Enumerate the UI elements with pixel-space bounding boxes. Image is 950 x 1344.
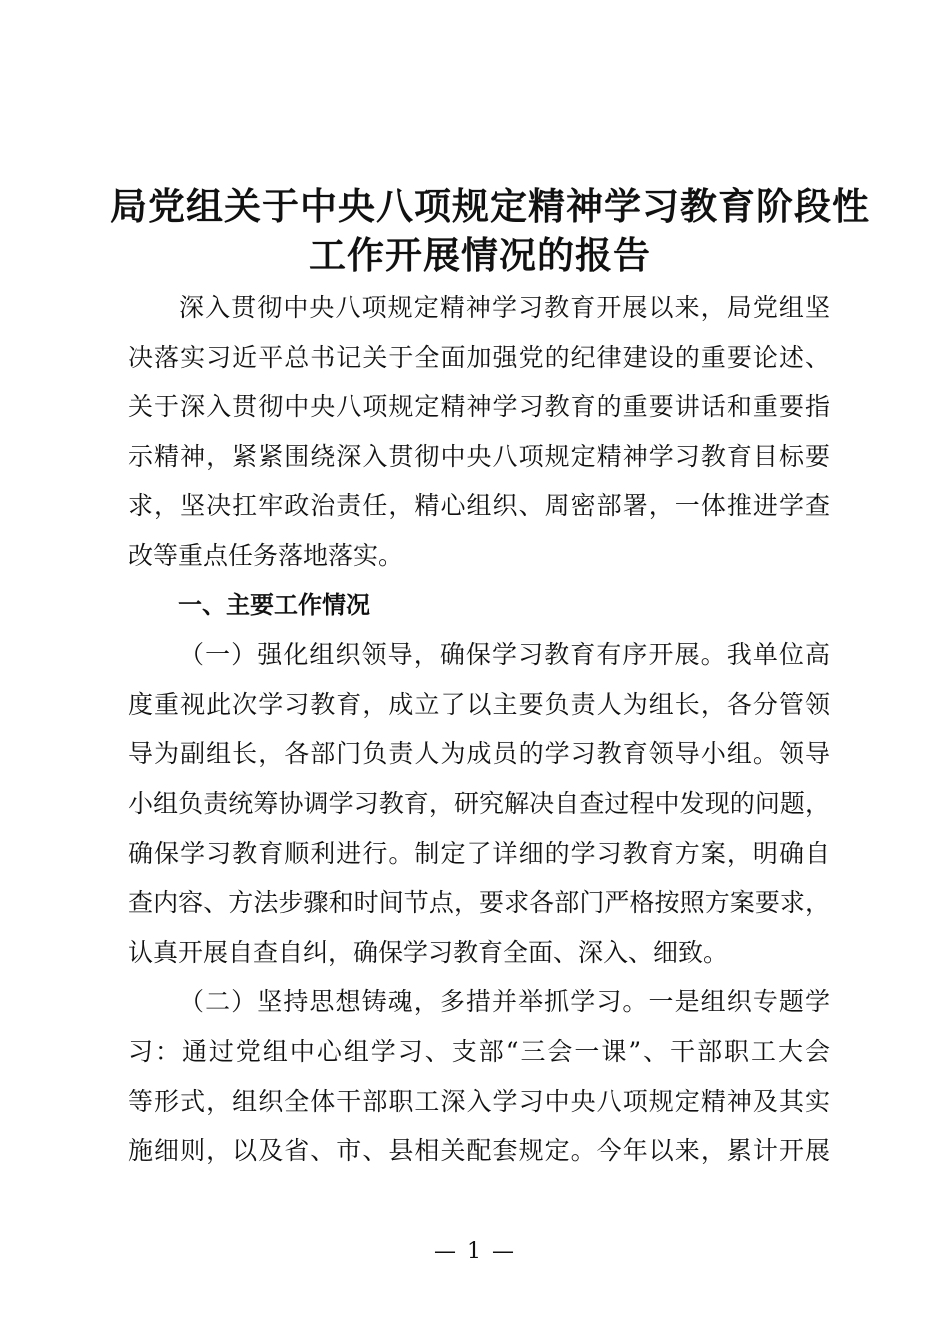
text-line: 导为副组长，各部门负责人为成员的学习教育领导小组。领导 xyxy=(128,739,830,769)
text-line: 习：通过党组中心组学习、支部“三会一课”、干部职工大会 xyxy=(128,1036,830,1066)
item-1-paragraph xyxy=(0,630,950,977)
text-line: 确保学习教育顺利进行。制定了详细的学习教育方案，明确自 xyxy=(128,838,830,868)
text-line: 查内容、方法步骤和时间节点，要求各部门严格按照方案要求， xyxy=(128,888,830,918)
text-line: 改等重点任务落地落实。 xyxy=(128,540,404,570)
text-line: 关于深入贯彻中央八项规定精神学习教育的重要讲话和重要指 xyxy=(128,392,830,422)
section-heading: 一、主要工作情况 xyxy=(178,590,370,619)
intro-paragraph xyxy=(0,283,950,581)
document-body xyxy=(0,283,950,1176)
text-line: 施细则，以及省、市、县相关配套规定。今年以来，累计开展 xyxy=(128,1136,830,1166)
item-2-paragraph xyxy=(0,977,950,1175)
text-line: 小组负责统筹协调学习教育，研究解决自查过程中发现的问题， xyxy=(128,788,830,818)
text-line: （一）强化组织领导，确保学习教育有序开展。我单位高 xyxy=(179,640,830,670)
text-line: 认真开展自查自纠，确保学习教育全面、深入、细致。 xyxy=(128,937,729,967)
section-heading-paragraph xyxy=(0,581,950,631)
text-line: 等形式，组织全体干部职工深入学习中央八项规定精神及其实 xyxy=(128,1086,830,1116)
text-line: 深入贯彻中央八项规定精神学习教育开展以来，局党组坚 xyxy=(179,293,830,322)
text-line: 示精神，紧紧围绕深入贯彻中央八项规定精神学习教育目标要 xyxy=(128,441,830,471)
text-line: 求，坚决扛牢政治责任，精心组织、周密部署，一体推进学查 xyxy=(128,491,830,521)
text-line: 决落实习近平总书记关于全面加强党的纪律建设的重要论述、 xyxy=(128,342,830,372)
text-line: 度重视此次学习教育，成立了以主要负责人为组长，各分管领 xyxy=(128,689,830,719)
document-title-line-1: 局党组关于中央八项规定精神学习教育阶段性 xyxy=(110,184,870,228)
text-line: （二）坚持思想铸魂，多措并举抓学习。一是组织专题学 xyxy=(179,987,830,1017)
document-title-line-2: 工作开展情况的报告 xyxy=(309,233,651,277)
page-number: — 1 — xyxy=(434,1239,516,1264)
